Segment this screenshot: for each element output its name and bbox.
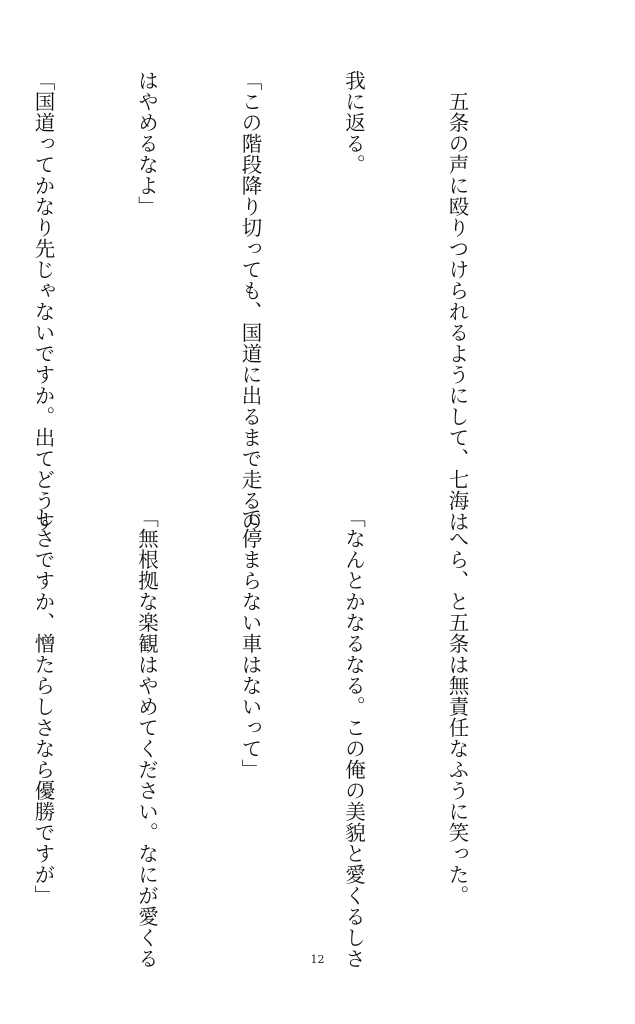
- text-line: はやめるなよ」: [134, 70, 159, 217]
- text-line: 「無根拠な楽観はやめてください。なにが愛くる: [134, 507, 159, 969]
- page-number: 12: [310, 953, 325, 966]
- text-line: 五条の声に殴りつけられるようにして、七海は: [445, 70, 469, 532]
- text-line: 「この階段降り切っても、国道に出るまで走るの: [238, 70, 262, 532]
- text-line: で停まらない車はないって」: [238, 507, 262, 780]
- upper-text-block: [0, 70, 543, 532]
- text-line: 我に返る。: [341, 70, 366, 175]
- text-line: 「国道ってかなり先じゃないですか。出てどうす: [31, 70, 55, 532]
- text-line: しさですか、憎たらしさなら優勝ですが」: [31, 507, 55, 906]
- text-line: 「なんとかなるなる。この俺の美貌と愛くるしさ: [341, 507, 366, 969]
- text-line: へら、と五条は無責任なふうに笑った。: [445, 507, 469, 906]
